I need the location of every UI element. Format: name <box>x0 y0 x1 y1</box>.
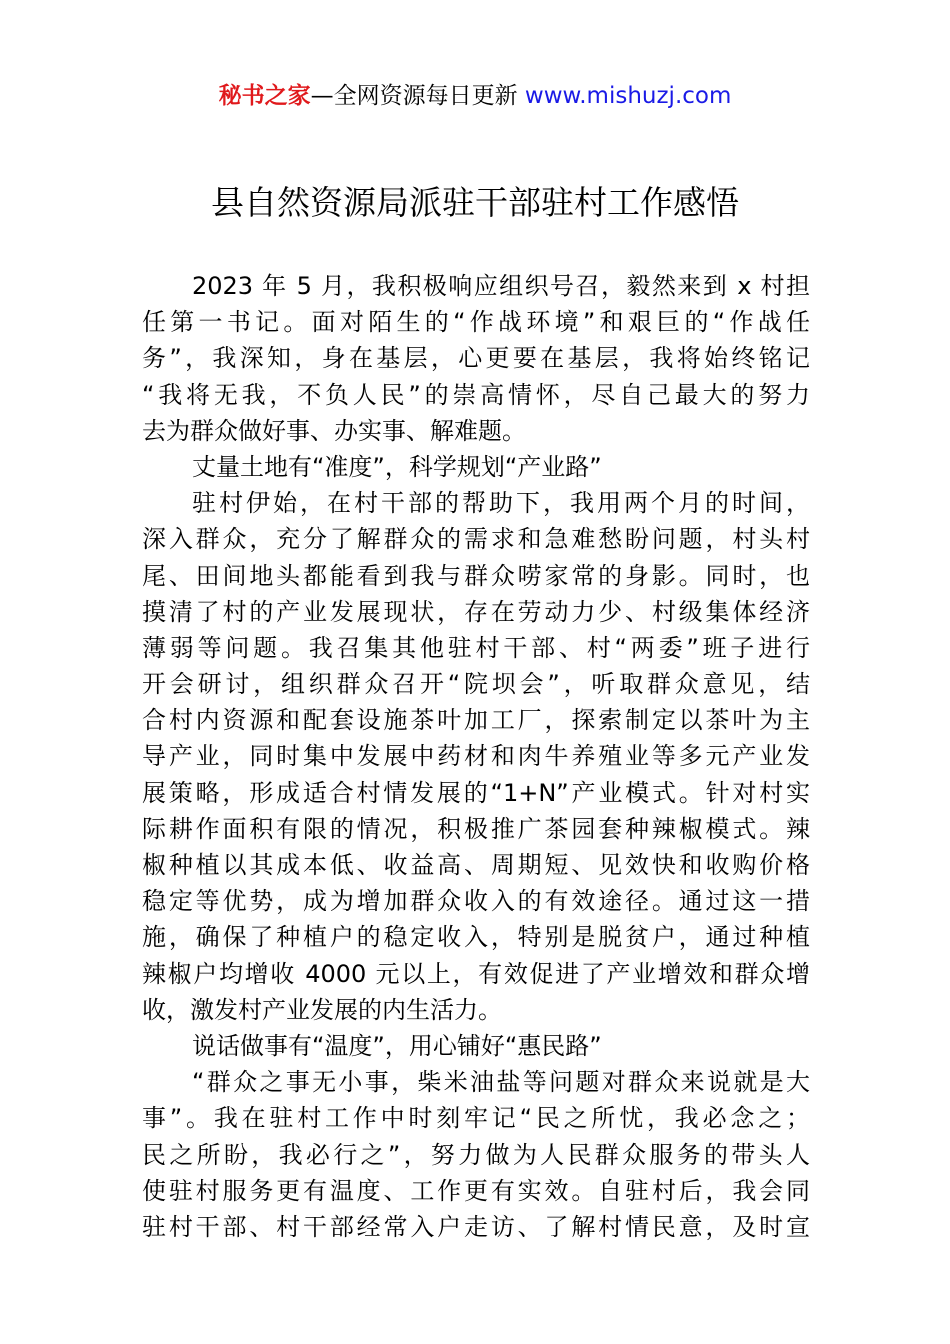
paragraph-line: 驻村伊始，在村干部的帮助下，我用两个月的时间， <box>192 489 810 518</box>
paragraph-line: 开会研讨，组织群众召开“院坝会”，听取群众意见，结 <box>142 670 810 699</box>
paragraph-line: 展策略，形成适合村情发展的“1+N”产业模式。针对村实 <box>142 778 810 807</box>
paragraph-line: 稳定等优势，成为增加群众收入的有效途径。通过这一措 <box>142 887 810 916</box>
paragraph-line: “我将无我，不负人民”的崇高情怀，尽自己最大的努力 <box>142 380 810 409</box>
document-body <box>142 268 810 1245</box>
paragraph-line: 施，确保了种植户的稳定收入，特别是脱贫户，通过种植 <box>142 923 810 952</box>
paragraph-line: 说话做事有“温度”，用心铺好“惠民路” <box>192 1031 602 1060</box>
paragraph-line: 薄弱等问题。我召集其他驻村干部、村“两委”班子进行 <box>142 633 810 662</box>
paragraph-line: 驻村干部、村干部经常入户走访、了解村情民意，及时宣 <box>142 1212 810 1241</box>
paragraph-line: 使驻村服务更有温度、工作更有实效。自驻村后，我会同 <box>142 1176 810 1205</box>
paragraph-line: 辣椒户均增收 4000 元以上，有效促进了产业增效和群众增 <box>142 959 810 988</box>
paragraph-line: 事”。我在驻村工作中时刻牢记“民之所忧，我必念之； <box>142 1104 810 1133</box>
site-header <box>0 80 950 112</box>
site-brand: 秘书之家 <box>218 83 311 109</box>
paragraph-line: 摸清了村的产业发展现状，存在劳动力少、村级集体经济 <box>142 597 810 626</box>
site-url-link[interactable]: www.mishuzj.com <box>524 83 732 109</box>
document-title: 县自然资源局派驻干部驻村工作感悟 <box>211 183 739 222</box>
paragraph-line: 去为群众做好事、办实事、解难题。 <box>142 416 526 445</box>
paragraph-line: 尾、田间地头都能看到我与群众唠家常的身影。同时，也 <box>142 561 810 590</box>
paragraph-line: 合村内资源和配套设施茶叶加工厂，探索制定以茶叶为主 <box>142 706 810 735</box>
paragraph-line: 收，激发村产业发展的内生活力。 <box>142 995 502 1024</box>
paragraph-line: 务”，我深知，身在基层，心更要在基层，我将始终铭记 <box>142 344 810 373</box>
site-tagline: —全网资源每日更新 <box>310 83 525 109</box>
paragraph-line: 椒种植以其成本低、收益高、周期短、见效快和收购价格 <box>142 851 810 879</box>
paragraph-line: 深入群众，充分了解群众的需求和急难愁盼问题，村头村 <box>142 525 810 554</box>
paragraph-line: 2023 年 5 月，我积极响应组织号召，毅然来到 x 村担 <box>192 272 810 300</box>
paragraph-line: 导产业，同时集中发展中药材和肉牛养殖业等多元产业发 <box>142 742 810 771</box>
paragraph-line: 丈量土地有“准度”，科学规划“产业路” <box>192 452 602 481</box>
paragraph-line: 民之所盼，我必行之”，努力做为人民群众服务的带头人 <box>142 1140 810 1169</box>
paragraph-line: 际耕作面积有限的情况，积极推广茶园套种辣椒模式。辣 <box>142 814 810 843</box>
paragraph-line: 任第一书记。面对陌生的“作战环境”和艰巨的“作战任 <box>142 308 810 337</box>
paragraph-line: “群众之事无小事，柴米油盐等问题对群众来说就是大 <box>192 1068 810 1097</box>
